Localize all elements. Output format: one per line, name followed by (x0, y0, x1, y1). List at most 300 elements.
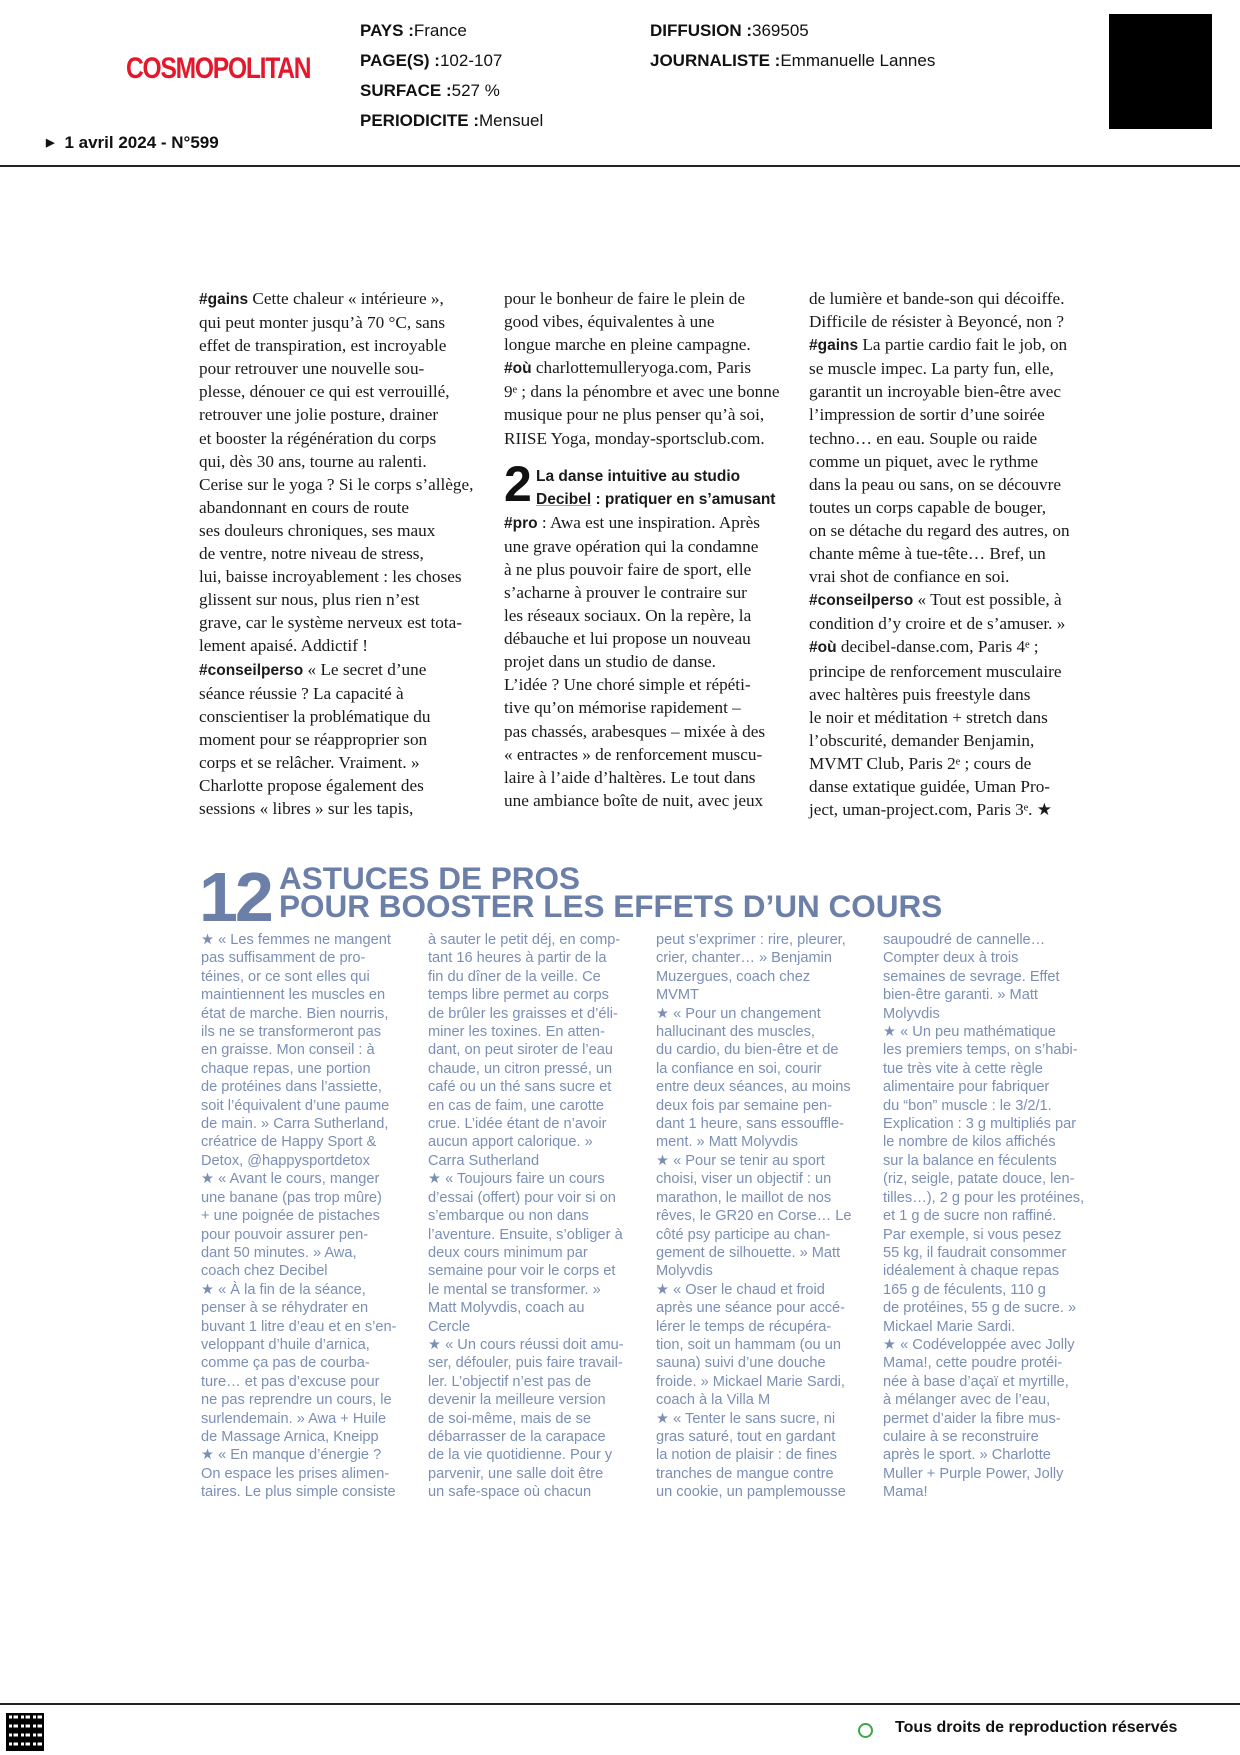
diffusion-label: DIFFUSION : (650, 21, 752, 40)
text-line: ★ « Pour un changement (656, 1005, 821, 1022)
line-text: dans la peau ou sans, on se découvre (809, 474, 1062, 494)
text-line: ★ « Tenter le sans sucre, ni (656, 1410, 836, 1427)
text-line (199, 450, 473, 473)
line-text: une grave opération qui la condamne (504, 536, 759, 556)
tips-heading-line1: ASTUCES DE PROS (279, 860, 581, 896)
line-text: Cerise sur le yoga ? Si le corps s’allège, (199, 474, 474, 494)
text-line (504, 287, 780, 310)
text-line: de Massage Arnica, Kneipp (201, 1428, 379, 1445)
text-line: Mama!, cette poudre protéi- (883, 1355, 1063, 1372)
article-column-3 (809, 287, 1070, 821)
redacted-box (1109, 14, 1212, 129)
text-line: alimentaire pour fabriquer (883, 1079, 1050, 1096)
text-line: coach chez Decibel (201, 1263, 328, 1280)
text-line: saupoudré de cannelle… (883, 932, 1046, 948)
text-line: ne pas reprendre un cours, le (201, 1392, 392, 1409)
tips-heading-line2: POUR BOOSTER LES EFFETS D’UN COURS (279, 888, 943, 924)
text-line: ★ « Un cours réussi doit amu- (428, 1336, 624, 1353)
text-line: Mickael Marie Sardi. (883, 1318, 1016, 1335)
text-line: ★ « Toujours faire un cours (428, 1171, 605, 1188)
text-line (809, 380, 1070, 403)
line-text: Charlotte propose également des (199, 775, 424, 795)
surface-label: SURFACE : (360, 81, 452, 100)
text-line: ★ « À la fin de la séance, (201, 1281, 366, 1298)
text-line: gras saturé, tout en gardant (656, 1428, 836, 1445)
text-line: la confiance en soi, courir (656, 1060, 822, 1077)
pages-value: 102-107 (439, 51, 503, 70)
line-text: : Awa est une inspiration. Après (537, 512, 760, 532)
line-text: « Tout est possible, à (913, 590, 1062, 610)
text-line (199, 797, 473, 820)
text-line (199, 380, 473, 403)
text-line: MVMT (656, 987, 699, 1004)
text-line (199, 334, 473, 357)
text-line: permet d’aider la fibre mus- (883, 1410, 1061, 1427)
text-line (199, 611, 473, 634)
section-number: 2 (504, 455, 532, 512)
text-line: tue très vite à cette règle (883, 1060, 1043, 1077)
text-line (809, 565, 1070, 588)
text-line: dant 1 heure, sans essouffle- (656, 1116, 844, 1133)
text-line: chaque repas, une portion (201, 1060, 371, 1077)
text-line: ★ « Avant le cours, manger (201, 1171, 380, 1188)
section-title-line2 (536, 488, 775, 511)
text-line (504, 535, 780, 558)
hashtag-label: #conseilperso (199, 661, 304, 679)
line-text: glissent sur nous, plus rien n’est (199, 590, 420, 610)
text-line: les premiers temps, on s’habi- (883, 1042, 1078, 1059)
meta-left (360, 16, 543, 136)
line-text: principe de renforcement musculaire (809, 661, 1062, 681)
text-line: de brûler les graisses et d’éli- (428, 1005, 618, 1022)
text-line (809, 496, 1070, 519)
text-line (809, 798, 1070, 821)
text-line (199, 565, 473, 588)
line-text: pour retrouver une nouvelle sou- (199, 359, 425, 379)
text-line (809, 612, 1070, 635)
hashtag-label: #où (809, 639, 837, 657)
diffusion-value: 369505 (752, 21, 809, 40)
text-line (199, 774, 473, 797)
text-line (809, 310, 1070, 333)
text-line (809, 403, 1070, 426)
text-line (809, 450, 1070, 473)
line-text: 9ᵉ ; dans la pénombre et avec une bonne (504, 382, 780, 402)
text-line: un cookie, un pamplemousse (656, 1484, 846, 1501)
line-text: musique pour ne plus penser qu’à soi, (504, 405, 765, 425)
qr-code-icon (6, 1713, 44, 1751)
line-text: s’acharne à prouver le contraire sur (504, 582, 747, 602)
periodicite-value: Mensuel (479, 111, 544, 130)
line-text: longue marche en pleine campagne. (504, 335, 751, 355)
text-line: semaine pour voir le corps et (428, 1263, 616, 1280)
text-line: née à base d’açaï et myrtille, (883, 1373, 1069, 1390)
text-line: état de marche. Bien nourris, (201, 1005, 389, 1022)
text-line: tant 16 heures à partir de la (428, 950, 607, 967)
tips-column-4 (883, 931, 1084, 1502)
text-line: dant, on peut siroter de l’eau (428, 1042, 613, 1059)
text-line: Cercle (428, 1318, 471, 1335)
text-line: la notion de plaisir : de fines (656, 1447, 837, 1464)
line-text: de ventre, notre niveau de stress, (199, 544, 424, 564)
text-line (504, 627, 780, 650)
text-line (199, 634, 473, 657)
text-line: soit l’équivalent d’une paume (201, 1097, 390, 1114)
text-line: après une séance pour accé- (656, 1300, 846, 1317)
section-title-line1: La danse intuitive au studio (536, 467, 741, 485)
text-line: Explication : 3 g multipliés par (883, 1116, 1077, 1133)
line-text: pas chassés, arabesques – mixée à des (504, 721, 766, 741)
line-text: débauche et lui propose un nouveau (504, 629, 751, 649)
text-line (504, 356, 780, 380)
line-text: decibel-danse.com, Paris 4ᵉ ; (836, 637, 1039, 657)
text-line: ment. » Matt Molyvdis (656, 1134, 798, 1151)
text-line: (riz, seigle, patate douce, len- (883, 1171, 1075, 1188)
tips-column-2 (428, 931, 624, 1502)
line-text: techno… en eau. Souple ou raide (809, 428, 1038, 448)
line-text: « Le secret d’une (303, 659, 427, 679)
studio-name: Decibel (536, 490, 592, 508)
text-line (809, 752, 1070, 775)
text-line: Matt Molyvdis, coach au (428, 1300, 585, 1317)
line-text: et booster la régénération du corps (199, 428, 437, 448)
text-line: pour pouvoir assurer pen- (201, 1226, 369, 1243)
line-text: projet dans un studio de danse. (504, 652, 716, 672)
text-line (199, 357, 473, 380)
line-text: lui, baisse incroyablement : les choses (199, 567, 462, 587)
hashtag-label: #où (504, 360, 532, 378)
tips-heading (279, 860, 943, 924)
text-line: lérer le temps de récupéra- (656, 1318, 832, 1335)
line-text: effet de transpiration, est incroyable (199, 336, 447, 356)
line-text: plesse, dénouer ce qui est verrouillé, (199, 382, 450, 402)
article-column-2 (504, 287, 780, 812)
line-text: good vibes, équivalentes à une (504, 312, 715, 332)
issue-date-text: 1 avril 2024 - N°599 (64, 133, 219, 152)
text-line (199, 751, 473, 774)
line-text: sessions « libres » sur les tapis, (199, 799, 414, 819)
line-text: l’obscurité, demander Benjamin, (809, 730, 1035, 750)
text-line: côté psy participe au chan- (656, 1226, 831, 1243)
text-line (809, 357, 1070, 380)
pages-label: PAGE(S) : (360, 51, 440, 70)
text-line: le nombre de kilos affichés (883, 1134, 1056, 1151)
line-text: condition d’y croire et de s’amuser. » (809, 614, 1066, 634)
text-line (504, 581, 780, 604)
text-line (809, 519, 1070, 542)
text-line: maintiennent les muscles en (201, 987, 386, 1004)
text-line: en graisse. Mon conseil : à (201, 1042, 375, 1059)
text-line: s’embarque ou non dans (428, 1208, 589, 1225)
line-text: toutes un corps capable de bouger, (809, 497, 1046, 517)
text-line (504, 696, 780, 719)
text-line: Molyvdis (883, 1005, 940, 1022)
line-text: tive qu’on mémorise rapidement – (504, 698, 741, 718)
text-line: chaude, un citron pressé, un (428, 1060, 613, 1077)
line-text: une ambiance boîte de nuit, avec jeux (504, 790, 764, 810)
line-text: vrai shot de confiance en soi. (809, 567, 1010, 587)
line-text: comme un piquet, avec le rythme (809, 451, 1039, 471)
text-line: taires. Le plus simple consiste (201, 1484, 396, 1501)
text-line: tranches de mangue contre (656, 1465, 834, 1482)
line-text: laire à l’aide d’haltères. Le tout dans (504, 767, 756, 787)
text-line: tilles…), 2 g pour les protéines, (883, 1189, 1085, 1206)
text-line (199, 287, 473, 311)
text-line (199, 682, 473, 705)
meta-right (650, 16, 935, 76)
text-line: penser à se réhydrater en (201, 1300, 369, 1317)
line-text: se muscle impec. La party fun, elle, (809, 359, 1054, 379)
arrow-right-icon: ▶ (46, 137, 55, 149)
text-line (809, 287, 1070, 310)
line-text: Cette chaleur « intérieure », (248, 289, 444, 308)
line-text: séance réussie ? La capacité à (199, 683, 404, 703)
text-line: fin du dîner de la veille. Ce (428, 968, 601, 985)
text-line (504, 789, 780, 812)
journaliste-label: JOURNALISTE : (650, 51, 781, 70)
text-line (199, 519, 473, 542)
line-text: qui peut monter jusqu’à 70 °C, sans (199, 313, 446, 333)
text-line: ★ « Un peu mathématique (883, 1024, 1056, 1041)
text-line: ler. L’objectif n’est pas de (428, 1373, 592, 1390)
text-line (199, 311, 473, 334)
line-text: « entractes » de renforcement muscu- (504, 744, 763, 764)
text-line: café ou un thé sans sucre et (428, 1079, 612, 1096)
line-text: moment pour se réapproprier son (199, 729, 428, 749)
text-line: crier, chanter… » Benjamin (656, 950, 833, 967)
text-line (504, 743, 780, 766)
text-line: Molyvdis (656, 1263, 713, 1280)
line-text: qui, dès 30 ans, tourne au ralenti. (199, 451, 427, 471)
line-text: les réseaux sociaux. On la repère, la (504, 606, 752, 626)
text-line: ★ « Les femmes ne mangent (201, 932, 391, 948)
text-line: ★ « Pour se tenir au sport (656, 1152, 825, 1169)
text-line: Muzergues, coach chez (656, 968, 811, 985)
text-line (809, 333, 1070, 357)
text-line: du cardio, du bien-être et de (656, 1042, 839, 1059)
text-line (504, 558, 780, 581)
text-line: Compter deux à trois (883, 950, 1019, 967)
text-line: dant 50 minutes. » Awa, (201, 1244, 357, 1261)
text-line: temps libre permet au corps (428, 987, 609, 1004)
text-line: surlendemain. » Awa + Huile (201, 1410, 387, 1427)
text-line: Mama! (883, 1484, 928, 1501)
text-line: de main. » Carra Sutherland, (201, 1116, 389, 1133)
text-line: ★ « Codéveloppée avec Jolly (883, 1336, 1075, 1353)
text-line: après le sport. » Charlotte (883, 1447, 1051, 1464)
line-text: le noir et méditation + stretch dans (809, 707, 1048, 727)
text-line (504, 333, 780, 356)
text-line: culaire à se reconstruire (883, 1428, 1039, 1445)
text-line (199, 658, 473, 682)
text-line: débarrasser de la carapace (428, 1428, 606, 1445)
text-line: froide. » Mickael Marie Sardi, (656, 1373, 845, 1390)
hashtag-label: #gains (199, 291, 249, 308)
text-line: gement de silhouette. » Matt (656, 1244, 841, 1261)
text-line (504, 604, 780, 627)
text-line: devenir la meilleure version (428, 1392, 606, 1409)
text-line (504, 720, 780, 743)
tips-column-3 (656, 931, 851, 1502)
text-line (504, 310, 780, 333)
line-text: danse extatique guidée, Uman Pro- (809, 776, 1051, 796)
text-line: sur la balance en féculents (883, 1152, 1057, 1169)
text-line: Muller + Purple Power, Jolly (883, 1465, 1064, 1482)
text-line: créatrice de Happy Sport & (201, 1134, 377, 1151)
text-line (809, 660, 1070, 683)
line-text: à ne plus pouvoir faire de sport, elle (504, 559, 752, 579)
footer-divider (0, 1703, 1240, 1705)
text-line (809, 683, 1070, 706)
periodicite-label: PERIODICITE : (360, 111, 480, 130)
text-line (199, 403, 473, 426)
text-line: de la vie quotidienne. Pour y (428, 1447, 613, 1464)
text-line: l’aventure. Ensuite, s’obliger à (428, 1226, 623, 1243)
text-line (809, 473, 1070, 496)
text-line (504, 766, 780, 789)
header-divider (0, 165, 1240, 167)
tips-number: 12 (199, 858, 271, 936)
text-line: deux cours minimum par (428, 1244, 588, 1261)
hashtag-label: #pro (504, 514, 538, 532)
text-line: de protéines, 55 g de sucre. » (883, 1300, 1077, 1317)
text-line: entre deux séances, au moins (656, 1079, 851, 1096)
text-line (504, 650, 780, 673)
text-line: ★ « En manque d’énergie ? (201, 1447, 382, 1464)
line-text: corps et se relâcher. Vraiment. » (199, 752, 420, 772)
journaliste-value: Emmanuelle Lannes (780, 51, 936, 70)
line-text: l’impression de sortir d’une soirée (809, 405, 1045, 425)
line-text: conscientiser la problématique du (199, 706, 431, 726)
text-line (199, 496, 473, 519)
text-line (199, 705, 473, 728)
article-column-1 (199, 287, 473, 820)
line-text: ject, uman-project.com, Paris 3ᵉ. ★ (809, 800, 1053, 820)
text-line (504, 511, 780, 535)
line-text: grave, car le système nerveux est tota- (199, 613, 462, 633)
text-line: choisi, viser un objectif : un (656, 1171, 832, 1188)
text-line: comme ça pas de courba- (201, 1355, 370, 1372)
text-line (809, 588, 1070, 612)
text-line (199, 728, 473, 751)
text-line: miner les toxines. En atten- (428, 1024, 605, 1041)
text-line (504, 403, 780, 426)
text-line: + une poignée de pistaches (201, 1208, 380, 1225)
text-line: aucun apport calorique. » (428, 1134, 593, 1151)
text-line (199, 588, 473, 611)
hashtag-label: #gains (809, 337, 859, 355)
text-line (809, 706, 1070, 729)
text-line: du “bon” muscle : le 3/2/1. (883, 1097, 1052, 1114)
line-text: on se détache du regard des autres, on (809, 520, 1070, 540)
line-text: La partie cardio fait le job, on (858, 335, 1068, 355)
green-circle-icon (858, 1723, 873, 1738)
text-line: à mélanger avec de l’eau, (883, 1392, 1051, 1409)
hashtag-label: #conseilperso (809, 592, 914, 610)
line-text: charlottemulleryoga.com, Paris (531, 358, 752, 378)
text-line (809, 542, 1070, 565)
text-line (809, 427, 1070, 450)
surface-value: 527 % (451, 81, 500, 100)
tips-column-1 (201, 931, 397, 1502)
line-text: lement apaisé. Addictif ! (199, 636, 368, 656)
publication-logo: COSMOPOLITAN (126, 52, 311, 85)
text-line: à sauter le petit déj, en comp- (428, 932, 621, 948)
text-line: le mental se transformer. » (428, 1281, 601, 1298)
text-line: crue. L’idée étant de n’avoir (428, 1116, 607, 1133)
text-line (199, 427, 473, 450)
text-line (504, 380, 780, 403)
section-2-heading (504, 455, 780, 512)
text-line: On espace les prises alimen- (201, 1465, 390, 1482)
text-line: ture… et pas d’excuse pour (201, 1373, 380, 1390)
line-text: ses douleurs chroniques, ses maux (199, 520, 436, 540)
text-line: rêves, le GR20 en Corse… Le (656, 1208, 852, 1225)
line-text: de lumière et bande-son qui décoiffe. (809, 289, 1065, 308)
text-line (809, 635, 1070, 659)
text-line: Carra Sutherland (428, 1152, 540, 1169)
text-line: sauna) suivi d’une douche (656, 1355, 826, 1372)
section-title-rest: : pratiquer en s’amusant (591, 490, 776, 508)
pays-value: France (413, 21, 467, 40)
line-text: retrouver une jolie posture, drainer (199, 405, 439, 425)
text-line (809, 729, 1070, 752)
text-line: ★ « Oser le chaud et froid (656, 1281, 825, 1298)
text-line: coach à la Villa M (656, 1392, 771, 1409)
article-column-2-top (504, 287, 780, 450)
text-line: pas suffisamment de pro- (201, 950, 366, 967)
line-text: MVMT Club, Paris 2ᵉ ; cours de (809, 753, 1032, 773)
line-text: abandonnant en cours de route (199, 497, 409, 517)
line-text: chante même à tue-tête… Bref, un (809, 544, 1046, 564)
text-line: Detox, @happysportdetox (201, 1152, 370, 1169)
text-line: et 1 g de sucre non raffiné. (883, 1208, 1057, 1225)
text-line (809, 775, 1070, 798)
pays-label: PAYS : (360, 21, 414, 40)
text-line: hallucinant des muscles, (656, 1024, 815, 1041)
text-line: semaines de sevrage. Effet (883, 968, 1060, 985)
line-text: avec haltères puis freestyle dans (809, 684, 1031, 704)
text-line: Par exemple, si vous pesez (883, 1226, 1062, 1243)
text-line (199, 473, 473, 496)
text-line: ser, défouler, puis faire travail- (428, 1355, 623, 1372)
issue-date (46, 133, 219, 153)
text-line: téines, or ce sont elles qui (201, 968, 370, 985)
text-line: ils ne se transformeront pas (201, 1024, 382, 1041)
text-line (504, 673, 780, 696)
text-line: veloppant d’huile d’arnica, (201, 1336, 370, 1353)
copyright-notice: Tous droits de reproduction réservés (895, 1719, 1178, 1736)
text-line: buvant 1 litre d’eau et en s’en- (201, 1318, 397, 1335)
line-text: Difficile de résister à Beyoncé, non ? (809, 312, 1065, 332)
text-line: une banane (pas trop mûre) (201, 1189, 382, 1206)
article-column-2-bottom (504, 511, 780, 812)
line-text: RIISE Yoga, monday-sportsclub.com. (504, 428, 765, 448)
text-line: 55 kg, il faudrait consommer (883, 1244, 1067, 1261)
text-line: de protéines dans l’assiette, (201, 1079, 382, 1096)
text-line: d’essai (offert) pour voir si on (428, 1189, 616, 1206)
text-line: bien-être garanti. » Matt (883, 987, 1038, 1004)
text-line: un safe-space où chacun (428, 1484, 592, 1501)
text-line: tion, soit un hammam (ou un (656, 1336, 841, 1353)
text-line (504, 427, 780, 450)
text-line (199, 542, 473, 565)
text-line: de soi-même, mais de se (428, 1410, 592, 1427)
text-line: peut s’exprimer : rire, pleurer, (656, 932, 846, 948)
line-text: L’idée ? Une choré simple et répéti- (504, 675, 751, 695)
text-line: en cas de faim, une carotte (428, 1097, 605, 1114)
text-line: deux fois par semaine pen- (656, 1097, 833, 1114)
